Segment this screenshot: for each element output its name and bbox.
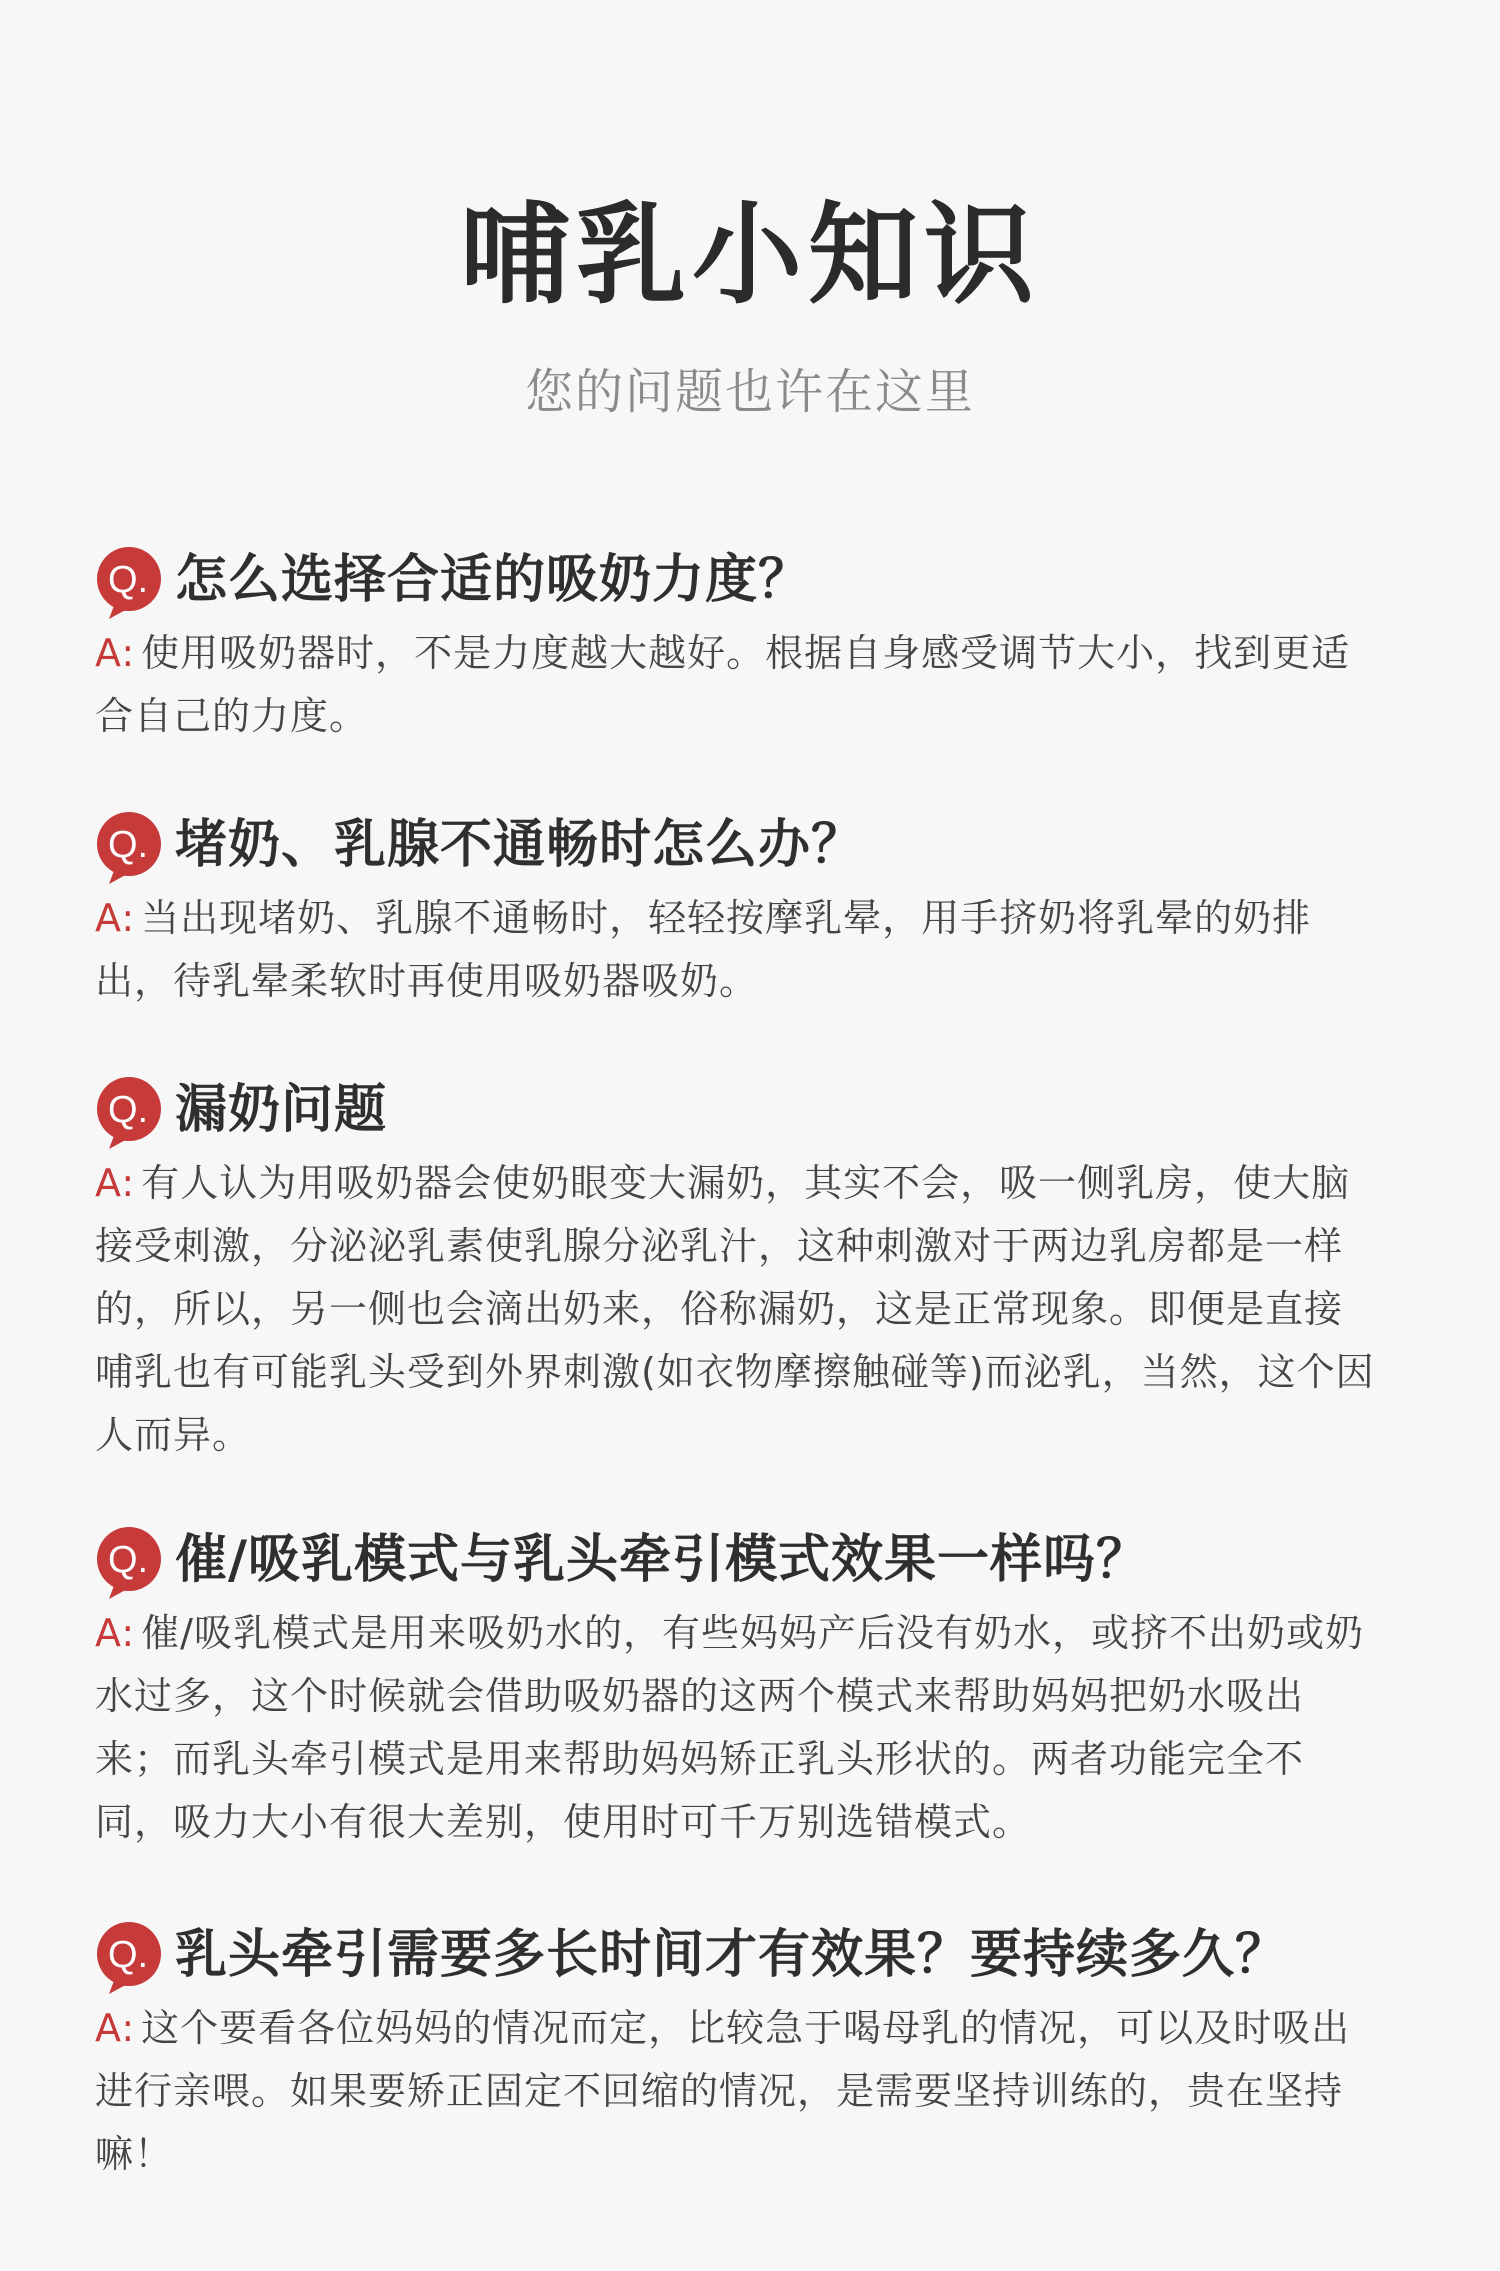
answer-prefix: A: <box>95 2006 136 2050</box>
q-speech-bubble-icon <box>95 1525 165 1595</box>
q-badge-label: Q. <box>107 1934 149 1976</box>
answer-body: 使用吸奶器时，不是力度越大越好。根据自身感受调节大小，找到更适合自己的力度。 <box>95 631 1351 738</box>
answer-body: 这个要看各位妈妈的情况而定，比较急于喝母乳的情况，可以及时吸出进行亲喂。如果要矫正固定不回缩的情况，是需要坚持训练的，贵在坚持嘛！ <box>95 2006 1351 2176</box>
answer-prefix: A: <box>95 1161 136 1205</box>
faq-item <box>95 540 1375 748</box>
question-row <box>95 805 1375 885</box>
answer-text <box>95 622 1375 748</box>
faq-item <box>95 1915 1375 2186</box>
question-text: 怎么选择合适的吸奶力度？ <box>175 550 812 610</box>
question-row <box>95 1520 1375 1600</box>
faq-item <box>95 805 1375 1013</box>
answer-body: 当出现堵奶、乳腺不通畅时，轻轻按摩乳晕，用手挤奶将乳晕的奶排出，待乳晕柔软时再使用吸奶器吸奶。 <box>95 896 1312 1003</box>
header <box>0 190 1500 422</box>
q-speech-bubble-icon <box>95 1920 165 1990</box>
answer-text <box>95 1152 1375 1467</box>
question-row <box>95 1915 1375 1995</box>
question-text: 堵奶、乳腺不通畅时怎么办？ <box>175 815 865 875</box>
answer-text <box>95 1602 1375 1854</box>
question-text: 催/吸乳模式与乳头牵引模式效果一样吗？ <box>175 1530 1149 1590</box>
answer-body: 有人认为用吸奶器会使奶眼变大漏奶，其实不会，吸一侧乳房，使大脑接受刺激，分泌泌乳素使乳腺分泌乳汁，这种刺激对于两边乳房都是一样的，所以，另一侧也会滴出奶来，俗称漏奶，这是正常现象。即便是直接哺乳也有可能乳头受到外界刺激(如衣物摩擦触碰等)而泌乳，当然，这个因人而异。 <box>95 1161 1375 1457</box>
q-speech-bubble-icon <box>95 810 165 880</box>
answer-body: 催/吸乳模式是用来吸奶水的，有些妈妈产后没有奶水，或挤不出奶或奶水过多，这个时候就会借助吸奶器的这两个模式来帮助妈妈把奶水吸出来；而乳头牵引模式是用来帮助妈妈矫正乳头形状的。两者功能完全不同，吸力大小有很大差别，使用时可千万别选错模式。 <box>95 1611 1364 1844</box>
q-badge-label: Q. <box>107 1539 149 1581</box>
q-speech-bubble-icon <box>95 1075 165 1145</box>
q-speech-bubble-icon <box>95 545 165 615</box>
answer-text <box>95 1997 1375 2186</box>
faq-item <box>95 1070 1375 1467</box>
question-text: 漏奶问题 <box>175 1080 388 1140</box>
q-badge-label: Q. <box>107 1089 149 1131</box>
answer-prefix: A: <box>95 631 136 675</box>
question-text: 乳头牵引需要多长时间才有效果？要持续多久？ <box>175 1925 1289 1985</box>
answer-text <box>95 887 1375 1013</box>
question-row <box>95 1070 1375 1150</box>
page-subtitle: 您的问题也许在这里 <box>524 364 975 420</box>
q-badge-label: Q. <box>107 559 149 601</box>
page-title: 哺乳小知识 <box>460 191 1040 319</box>
answer-prefix: A: <box>95 1611 136 1655</box>
question-row <box>95 540 1375 620</box>
q-badge-label: Q. <box>107 824 149 866</box>
faq-item <box>95 1520 1375 1854</box>
answer-prefix: A: <box>95 896 136 940</box>
